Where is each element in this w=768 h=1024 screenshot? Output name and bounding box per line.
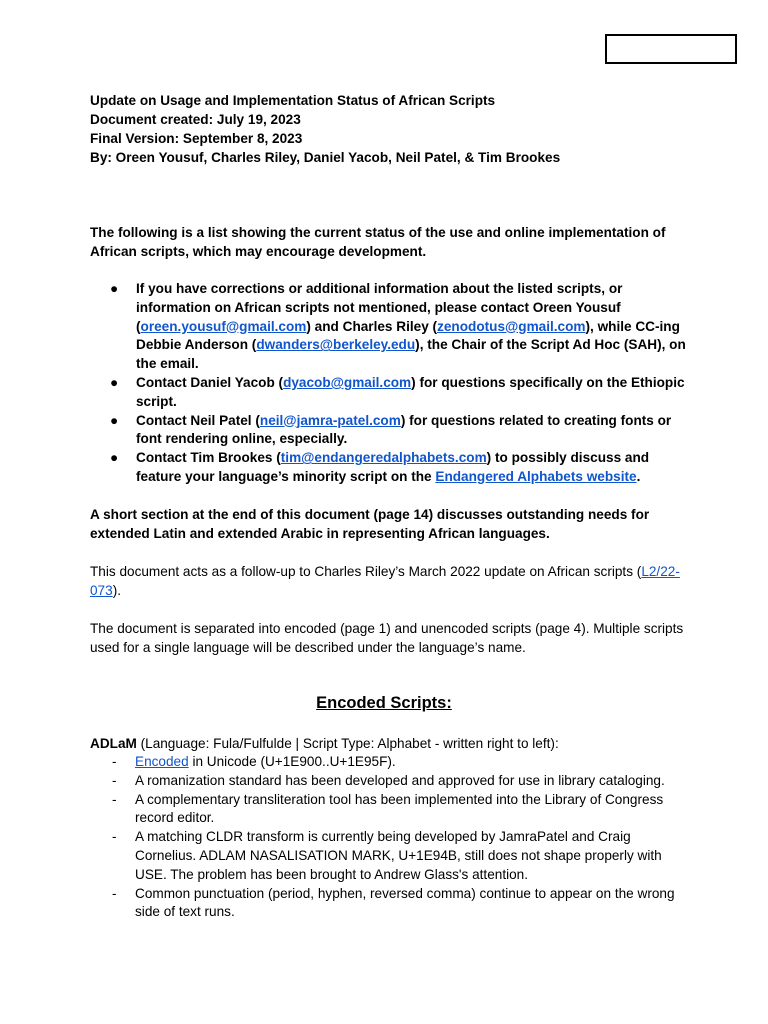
contact-text: ) and Charles Riley ( — [306, 318, 438, 334]
contact-list — [108, 280, 688, 487]
short-section-paragraph: A short section at the end of this document (page 14) discusses outstanding needs for extended Latin and extended Arabic in representing African languages. — [90, 507, 650, 541]
list-item — [90, 885, 690, 923]
list-item-text: A romanization standard has been developed and approved for use in library cataloging. — [135, 772, 665, 788]
followup-text: ). — [112, 583, 121, 598]
list-item — [90, 791, 690, 829]
list-item — [90, 772, 690, 791]
bullet-icon: ● — [110, 374, 119, 390]
bullet-icon: ● — [110, 281, 119, 296]
contact-item-corrections — [108, 280, 688, 374]
document-number-box — [605, 34, 737, 64]
contact-text: ) for questions specifically on the Ethiopic script. — [136, 374, 685, 409]
contact-item-ethiopic — [108, 374, 688, 412]
adlam-description: (Language: Fula/Fulfulde | Script Type: Alphabet - written right to left): — [136, 736, 559, 751]
list-item-text: A complementary transliteration tool has been implemented into the Library of Congress record editor. — [135, 791, 664, 826]
contact-text: Contact Neil Patel ( — [136, 412, 260, 428]
contact-text: Contact Daniel Yacob ( — [136, 374, 284, 390]
contact-text: Contact Tim Brookes ( — [136, 450, 281, 466]
adlam-line — [90, 734, 690, 753]
dash-marker: - — [112, 772, 117, 788]
list-item-text: Common punctuation (period, hyphen, reversed comma) continue to appear on the wrong side of text runs. — [135, 885, 675, 920]
dash-marker: - — [112, 791, 117, 807]
adlam-details-list — [90, 753, 690, 922]
contact-text: ), the Chair of the Script Ad Hoc (SAH), on the email. — [136, 337, 686, 372]
list-item — [90, 753, 690, 772]
followup-paragraph — [90, 562, 690, 600]
email-link-tim[interactable]: tim@endangeredalphabets.com — [280, 450, 487, 466]
email-link-dwanders[interactable]: dwanders@berkeley.edu — [256, 337, 416, 353]
contact-text: If you have corrections or additional information about the listed scripts, or information on African scripts not mentioned, please contact Oreen Yousuf ( — [136, 281, 623, 334]
adlam-name: ADLaM — [90, 736, 137, 751]
l2-22-073-link[interactable]: L2/22-073 — [90, 564, 680, 598]
intro-paragraph: The following is a list showing the current status of the use and online implementation of African scripts, which may encourage development. — [90, 225, 666, 259]
endangered-alphabets-link[interactable]: Endangered Alphabets website — [435, 468, 637, 484]
dash-marker: - — [112, 829, 117, 845]
email-link-oreen[interactable]: oreen.yousuf@gmail.com — [140, 318, 307, 334]
separation-paragraph: The document is separated into encoded (page 1) and unencoded scripts (page 4). Multiple scripts used for a single language will be described under the language’s name. — [90, 621, 684, 655]
contact-item-fonts — [108, 412, 688, 450]
header-block — [90, 91, 690, 167]
email-link-dyacob[interactable]: dyacob@gmail.com — [283, 374, 412, 390]
list-item — [90, 828, 690, 884]
contact-item-feature — [108, 449, 688, 487]
final-version-date: Final Version: September 8, 2023 — [90, 131, 303, 146]
list-item-text: in Unicode (U+1E900..U+1E95F). — [188, 754, 396, 769]
encoded-scripts-heading: Encoded Scripts: — [316, 694, 452, 712]
contact-text: . — [636, 468, 641, 484]
bullet-icon: ● — [110, 412, 119, 428]
contact-text: ), while CC-ing Debbie Anderson ( — [136, 318, 680, 353]
contact-text: ) for questions related to creating fonts or font rendering online, especially. — [136, 412, 672, 447]
dash-marker: - — [112, 885, 117, 901]
authors-line: By: Oreen Yousuf, Charles Riley, Daniel Yacob, Neil Patel, & Tim Brookes — [90, 150, 561, 165]
followup-text: This document acts as a follow-up to Charles Riley’s March 2022 update on African scripts ( — [90, 564, 642, 579]
email-link-neil[interactable]: neil@jamra-patel.com — [259, 412, 401, 428]
contact-text: ) to possibly discuss and feature your language’s minority script on the — [136, 450, 650, 484]
document-title: Update on Usage and Implementation Status of African Scripts — [90, 93, 496, 108]
encoded-link[interactable]: Encoded — [135, 754, 189, 769]
list-item-text: A matching CLDR transform is currently being developed by JamraPatel and Craig Cornelius. ADLAM NASALISATION MARK, U+1E94B, still does not shape properly with USE. The problem has been brought to Andrew Glass's attention. — [135, 829, 662, 882]
dash-marker: - — [112, 754, 117, 769]
bullet-icon: ● — [110, 450, 119, 466]
email-link-zenodotus[interactable]: zenodotus@gmail.com — [437, 318, 586, 334]
created-date: Document created: July 19, 2023 — [90, 112, 301, 127]
